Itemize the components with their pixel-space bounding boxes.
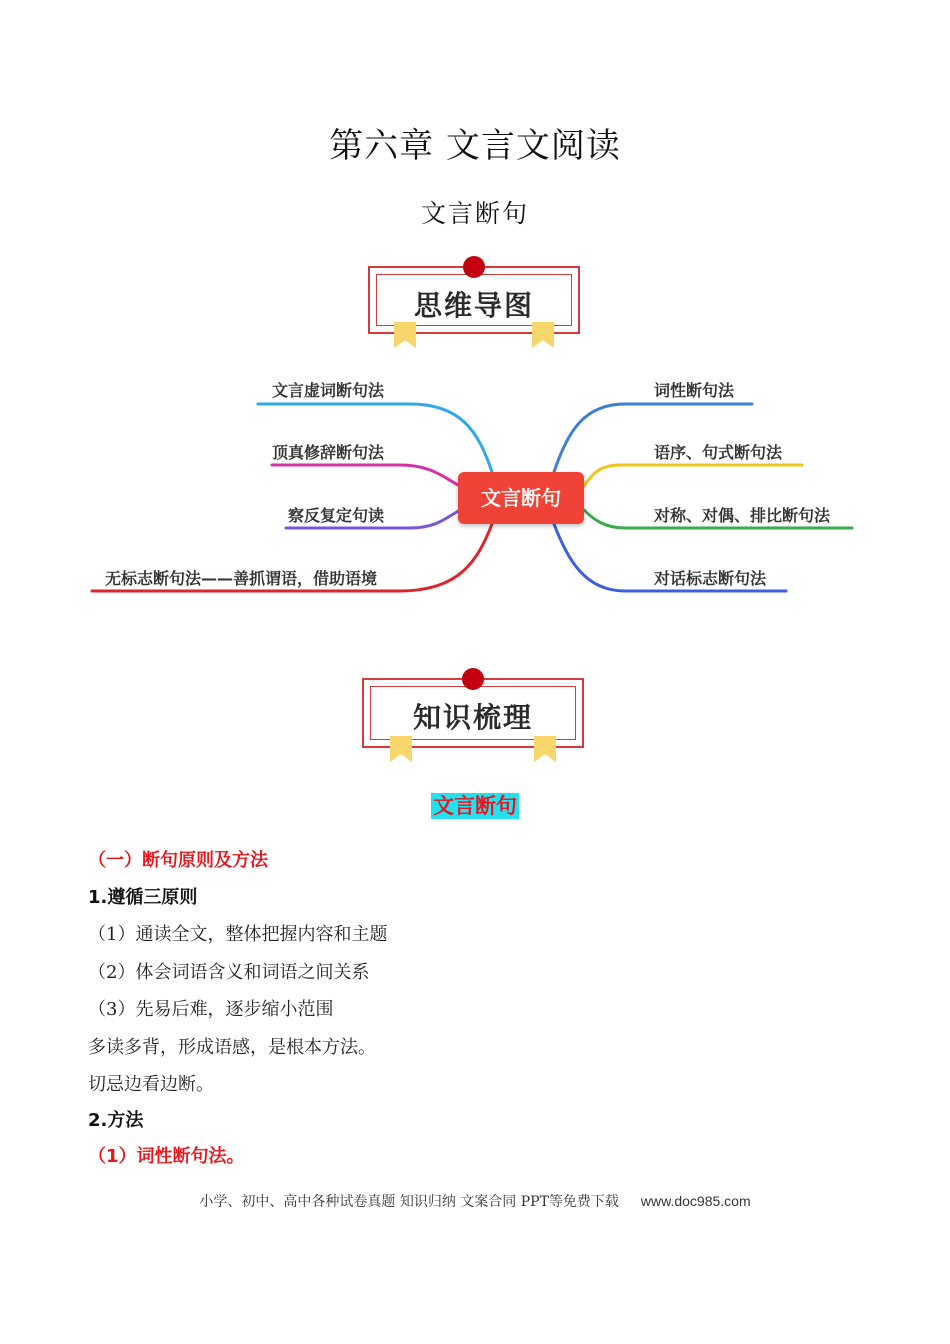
- heading-principles: （一）断句原则及方法: [88, 850, 268, 871]
- heading-part-of-speech: （1）词性断句法。: [88, 1146, 245, 1167]
- mindmap-center-node: 文言断句: [458, 472, 584, 524]
- subheading-methods: 2.方法: [88, 1110, 144, 1131]
- section-title: [0, 790, 950, 820]
- page-footer: [0, 1191, 950, 1211]
- banner-dot: [462, 668, 484, 690]
- principle-item-1: （1）通读全文，整体把握内容和主题: [88, 924, 388, 945]
- mindmap-left-2: 顶真修辞断句法: [272, 443, 385, 462]
- mindmap-left-1: 文言虚词断句法: [272, 381, 385, 400]
- mindmap-right-4: 对话标志断句法: [654, 569, 767, 588]
- mindmap-left-4: 无标志断句法——善抓谓语，借助语境: [105, 569, 378, 588]
- mindmap-right-1: 词性断句法: [654, 381, 735, 400]
- page-subtitle: 文言断句: [420, 199, 529, 228]
- principle-item-3: （3）先易后难，逐步缩小范围: [88, 999, 334, 1020]
- section-title-text: 文言断句: [433, 794, 517, 818]
- banner-label: 思维导图: [413, 289, 534, 322]
- mindmap-right-2: 语序、句式断句法: [654, 443, 783, 462]
- paragraph-caution: 切忌边看边断。: [88, 1074, 214, 1095]
- mindmap-left-3: 察反复定句读: [288, 506, 385, 525]
- footer-url[interactable]: www.doc985.com: [640, 1193, 751, 1209]
- paragraph-reading: 多读多背，形成语感，是根本方法。: [88, 1037, 376, 1058]
- branch-left-2: [272, 465, 460, 486]
- knowledge-banner: [362, 678, 584, 748]
- mindmap-right-3: 对称、对偶、排比断句法: [654, 506, 831, 525]
- subheading-three-principles: 1.遵循三原则: [88, 887, 198, 908]
- page-title: 第六章 文言文阅读: [329, 126, 621, 166]
- branch-right-2: [584, 465, 802, 486]
- principle-item-2: （2）体会词语含义和词语之间关系: [88, 962, 370, 983]
- banner-label: 知识梳理: [412, 701, 533, 734]
- footer-text: 小学、初中、高中各种试卷真题 知识归纳 文案合同 PPT等免费下载: [199, 1194, 619, 1210]
